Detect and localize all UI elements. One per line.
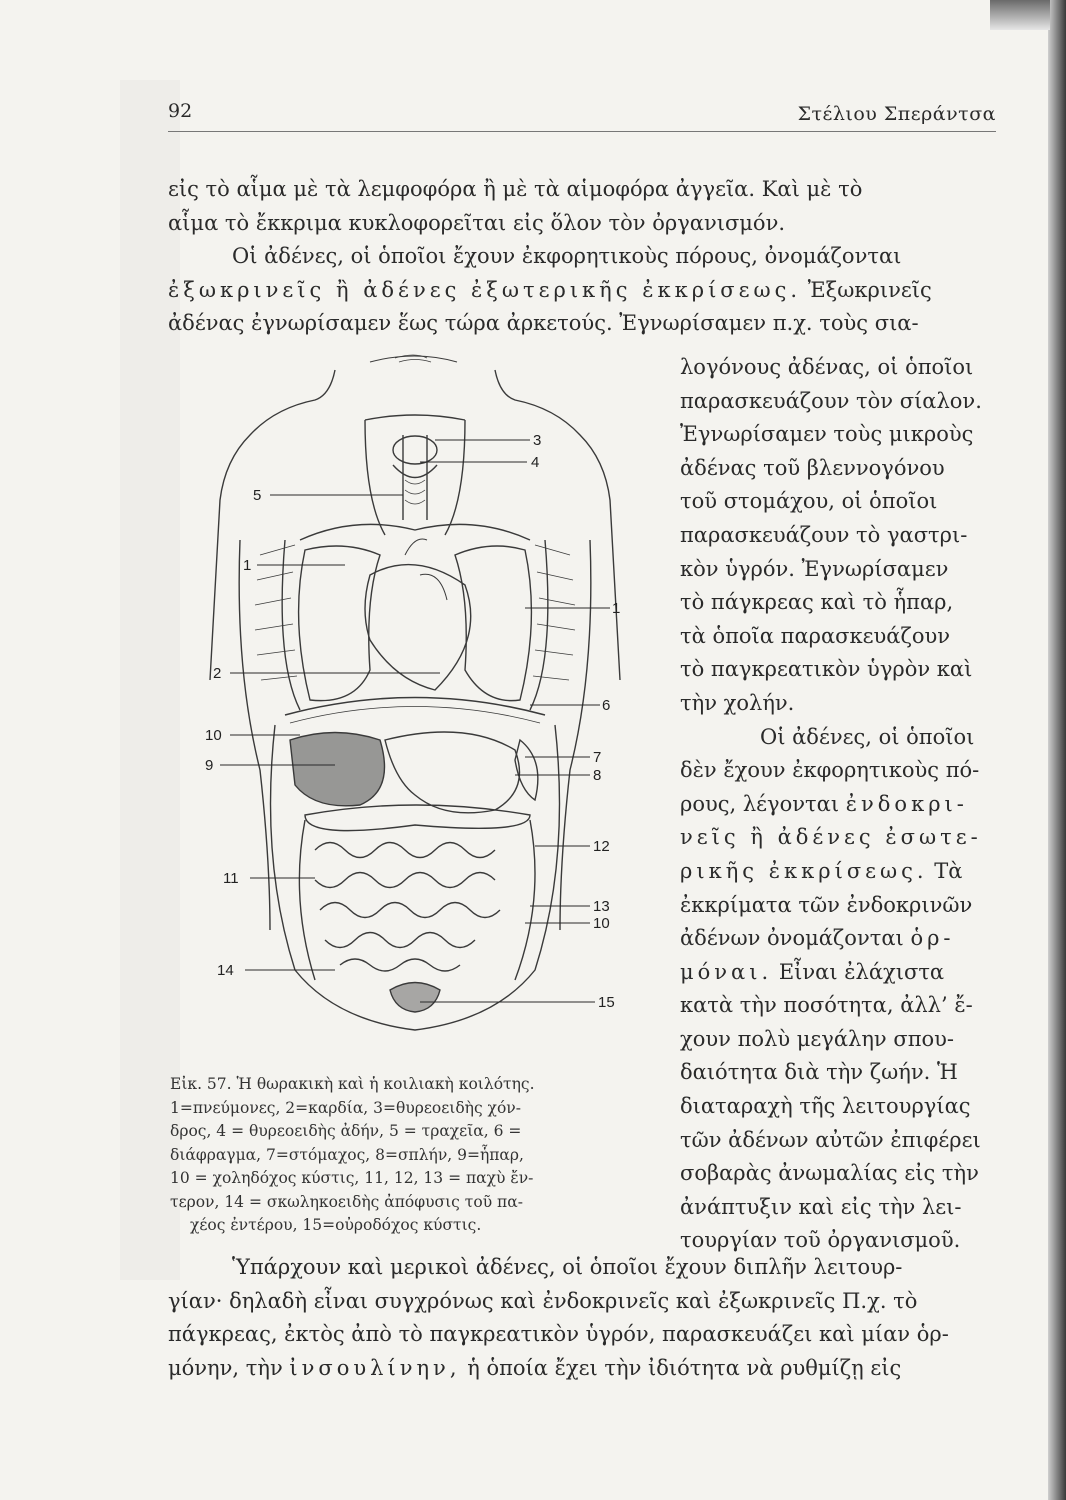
text-line: τὰ ὁποῖα παρασκευάζουν: [680, 623, 951, 648]
page-edge-top: [990, 0, 1050, 30]
page-number: 92: [168, 100, 193, 122]
label-11: 11: [223, 870, 239, 887]
caption-line: διάφραγμα, 7=στόμαχος, 8=σπλήν, 9=ἧπαρ,: [170, 1145, 524, 1164]
caption-line: 10 = χοληδόχος κύστις, 11, 12, 13 = παχὺ ἔν-: [170, 1169, 534, 1188]
text-line: δαιότητα διὰ τὴν ζωήν. Ἡ: [680, 1060, 958, 1085]
right-column-text: [680, 351, 998, 1258]
label-6: 6: [602, 697, 611, 714]
label-13: 13: [593, 898, 610, 915]
text-line: τουργίαν τοῦ ὀργανισμοῦ.: [680, 1228, 961, 1253]
text-line: τὸ πάγκρεας καὶ τὸ ἧπαρ,: [680, 590, 954, 615]
paragraph-bottom: [168, 1251, 996, 1385]
text-line: εἰς τὸ αἷμα μὲ τὰ λεμφοφόρα ἢ μὲ τὰ αἱμοφόρα ἀγγεῖα. Καὶ μὲ τὸ: [168, 177, 863, 201]
text-line: [680, 855, 998, 889]
label-10-right: 10: [593, 915, 610, 932]
text-line: Οἱ ἀδένες, οἱ ὁποῖοι: [760, 724, 975, 749]
text-line: [168, 274, 996, 308]
text-line: ἀνάπτυξιν καὶ εἰς τὴν λει-: [680, 1194, 962, 1219]
page-edge-right: [1048, 0, 1066, 1500]
text-line: παρασκευάζουν τὸν σίαλον.: [680, 388, 982, 413]
text-line: Ἐγνωρίσαμεν τοὺς μικροὺς: [680, 422, 974, 447]
text-fragment: Τὰ: [934, 858, 963, 883]
label-3: 3: [533, 432, 542, 449]
text-fragment: Εἶναι ἐλάχιστα: [778, 959, 945, 984]
spaced-term: ὁρ-: [910, 926, 955, 951]
text-line: γίαν· δηλαδὴ εἶναι συγχρόνως καὶ ἐνδοκρινεῖς καὶ ἐξωκρινεῖς Π.χ. τὸ: [168, 1288, 918, 1313]
text-fragment: ρους, λέγονται: [680, 791, 840, 816]
label-15: 15: [598, 994, 615, 1011]
text-line: τοῦ στομάχου, οἱ ὁποῖοι: [680, 489, 938, 514]
text-line: σοβαρὰς ἀνωμαλίας εἰς τὴν: [680, 1161, 979, 1186]
figure-caption: [170, 1073, 662, 1238]
text-line: [680, 788, 998, 822]
text-line: Ὑπάρχουν καὶ μερικοὶ ἀδένες, οἱ ὁποῖοι ἔχουν διπλῆν λειτουρ-: [232, 1255, 903, 1279]
text-line: παρασκευάζουν τὸ γαστρι-: [680, 522, 968, 547]
spaced-term: ρικῆς ἐκκρίσεως.: [680, 858, 928, 883]
label-14: 14: [217, 962, 234, 979]
label-5: 5: [253, 487, 262, 504]
text-fragment: ἡ ὁποία ἔχει τὴν ἰδιότητα νὰ ρυθμίζῃ εἰς: [467, 1355, 902, 1380]
label-7: 7: [593, 749, 602, 766]
text-line: δὲν ἔχουν ἐκφορητικοὺς πό-: [680, 758, 980, 783]
text-fragment: μόνην, τὴν: [168, 1355, 283, 1380]
label-9: 9: [205, 757, 214, 774]
text-line: αἷμα τὸ ἔκκριμα κυκλοφορεῖται εἰς ὅλον τὸν ὀργανισμόν.: [168, 210, 786, 235]
text-line: τὴν χολήν.: [680, 690, 795, 715]
paragraph-intro: [168, 173, 996, 341]
text-line: πάγκρεας, ἐκτὸς ἀπὸ τὸ παγκρεατικὸν ὑγρόν, παρασκευάζει καὶ μίαν ὁρ-: [168, 1322, 949, 1347]
caption-line: Εἰκ. 57. Ἡ θωρακικὴ καὶ ἡ κοιλιακὴ κοιλότης.: [170, 1075, 535, 1093]
caption-line: τερον, 14 = σκωληκοειδὴς ἀπόφυσις τοῦ πα-: [170, 1192, 523, 1211]
caption-line: 1=πνεύμονες, 2=καρδία, 3=θυρεοειδὴς χόν-: [170, 1098, 521, 1117]
spaced-term: μόναι.: [680, 959, 773, 984]
text-line: ἐκκρίματα τῶν ἐνδοκρινῶν: [680, 892, 973, 917]
anatomy-figure: [165, 340, 665, 1060]
label-1-left: 1: [243, 557, 252, 574]
text-line: τὸ παγκρεατικὸν ὑγρὸν καὶ: [680, 657, 973, 682]
label-4: 4: [531, 454, 540, 471]
text-line: ἀδένας τοῦ βλεννογόνου: [680, 455, 945, 480]
text-line: τῶν ἀδένων αὐτῶν ἐπιφέρει: [680, 1127, 981, 1152]
text-line: ἀδένας ἐγνωρίσαμεν ἕως τώρα ἀρκετούς. Ἐγνωρίσαμεν π.χ. τοὺς σια-: [168, 311, 919, 336]
text-line: κὸν ὑγρόν. Ἐγνωρίσαμεν: [680, 556, 949, 581]
label-10-left: 10: [205, 727, 222, 744]
text-line: λογόνους ἀδένας, οἱ ὁποῖοι: [680, 355, 974, 379]
spaced-term: ἐξωκρινεῖς ἢ ἀδένες ἐξωτερικῆς ἐκκρίσεως.: [168, 277, 802, 302]
text-line: [680, 922, 998, 956]
caption-line: δρος, 4 = θυρεοειδὴς ἀδήν, 5 = τραχεῖα, 6 =: [170, 1122, 522, 1141]
header-rule: [168, 131, 996, 132]
text-line: διαταραχὴ τῆς λειτουργίας: [680, 1094, 971, 1119]
label-8: 8: [593, 767, 602, 784]
text-line: κατὰ τὴν ποσότητα, ἀλλ’ ἔ-: [680, 993, 973, 1018]
spaced-term: ἰνσουλίνην,: [289, 1355, 461, 1380]
caption-line: χέος ἐντέρου, 15=οὐροδόχος κύστις.: [190, 1216, 482, 1235]
spaced-term: ἐνδοκρι-: [845, 791, 968, 816]
running-title: Στέλιου Σπεράντσα: [797, 103, 996, 125]
text-fragment: ἀδένων ὀνομάζονται: [680, 926, 904, 951]
label-1-right: 1: [612, 600, 621, 617]
text-line: Οἱ ἀδένες, οἱ ὁποῖοι ἔχουν ἐκφορητικοὺς πόρους, ὀνομάζονται: [232, 244, 902, 269]
text-line: χουν πολὺ μεγάλην σπου-: [680, 1026, 955, 1051]
label-2: 2: [213, 665, 222, 682]
text-line: [168, 1352, 996, 1386]
label-12: 12: [593, 838, 610, 855]
text-fragment: Ἐξωκρινεῖς: [807, 277, 932, 302]
spaced-term: νεῖς ἢ ἀδένες ἐσωτε-: [680, 825, 982, 850]
text-line: [680, 956, 998, 990]
